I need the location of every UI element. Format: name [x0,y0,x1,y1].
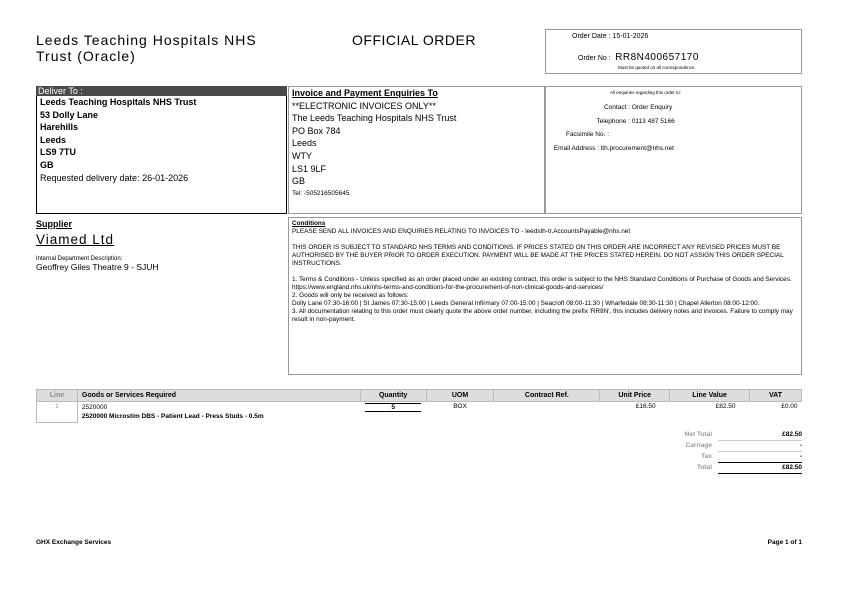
org-line-2: Trust (Oracle) [36,48,136,64]
conditions-p4: https://www.england.nhs.uk/nhs-terms-and-conditions-for-the-procurement-of-non-clinical-goods-and-services/ [292,284,604,291]
row-uom: BOX [453,403,467,410]
row-line-value: £82.50 [715,403,736,410]
order-date-row [572,33,772,40]
supplier-heading: Supplier [36,219,73,229]
row-unit-price: £16.50 [635,403,656,410]
col-contract: Contract Ref. [494,390,600,402]
deliver-line: Leeds [40,134,67,145]
net-total-row [640,430,802,441]
order-no-label: Order No : [578,55,611,62]
tax-label: Tax [701,453,712,460]
order-date: 15-01-2026 [612,33,649,40]
invoice-line: The Leeds Teaching Hospitals NHS Trust [292,113,457,124]
invoice-heading: Invoice and Payment Enquiries To [292,88,438,98]
order-no-row [578,47,798,65]
table-row [37,402,802,423]
items-header-row [37,390,802,402]
row-goods [77,402,360,423]
supplier-name: Viamed Ltd [36,232,115,247]
row-qty [360,402,426,423]
carriage-row [640,441,802,452]
page-number: Page 1 of 1 [767,539,802,546]
row-contract [494,402,600,423]
carriage-label: Carriage [685,442,712,449]
row-line: 1 [37,402,78,423]
invoice-box [288,86,545,214]
contact-row [546,101,803,115]
conditions-p3: 1. Terms & Conditions - Unless specified as an order placed under an existing contract, this order is subject to the NHS Standard Conditions of Purchase of Goods and Services. [292,276,792,283]
deliver-to-heading: Deliver To : [36,86,287,96]
enquiries-note: All enquiries regarding this order to: [610,90,682,95]
col-line-value: Line Value [670,390,750,402]
contact-label: Contact : [603,104,630,111]
net-total-label: Net Total [684,431,712,438]
conditions-box [288,217,802,375]
requested-delivery-date: Requested delivery date: 26-01-2026 [40,172,189,183]
conditions-p6: Dolly Lane 07:30-16:00 | St James 07:30-15:00 | Leeds General Infirmary 07:00-15:00 | Seacroft 08:00-11:30 | Wharfedale 08:30-11:30 | Chapel Allerton 08:00-12:00. [292,300,760,307]
org-line-1: Leeds Teaching Hospitals NHS [36,32,257,48]
total-value: £82.50 [718,463,802,474]
footer-left: GHX Exchange Services [36,539,112,546]
organisation-name [36,32,306,64]
invoice-line: LS1 9LF [292,163,327,174]
fax-label: Facsimile No. : [566,131,609,138]
telephone-row [546,115,803,129]
row-vat: £0.00 [781,403,798,410]
order-number: RR8N400657170 [615,52,699,63]
fax-row [546,128,803,142]
email-value: lth.procurement@nhs.net [600,144,674,152]
total-label: Total [696,464,712,471]
tax-value: - [718,452,802,463]
order-date-label: Order Date : [572,33,611,40]
carriage-value: - [718,441,802,452]
tax-row [640,452,802,463]
deliver-line: 53 Dolly Lane [40,109,99,120]
deliver-line: GB [40,159,54,170]
col-unit-price: Unit Price [600,390,670,402]
dept-label: Internal Department Description: [36,256,123,262]
row-code: 2520000 [81,404,108,411]
invoice-line: **ELECTRONIC INVOICES ONLY** [292,100,436,111]
supplier-section [36,219,287,272]
deliver-to-box [36,96,287,214]
email-row [546,142,803,156]
telephone-label: Telephone : [596,117,630,125]
conditions-heading: Conditions [292,220,326,227]
quote-note: Must be quoted on all correspondence. [618,65,696,70]
col-line: Line [37,390,78,402]
deliver-line: Leeds Teaching Hospitals NHS Trust [40,97,197,107]
row-qty-value: 5 [365,403,421,412]
col-vat: VAT [750,390,802,402]
invoice-line: Leeds [292,138,317,149]
dept-value: Geoffrey Giles Theatre 9 - SJUH [36,262,159,272]
net-total-value: £82.50 [718,430,802,441]
enquiries-box [545,86,802,214]
total-row [640,463,802,474]
order-info-box [545,29,802,74]
conditions-p1: PLEASE SEND ALL INVOICES AND ENQUIRIES RELATING TO INVOICES TO - leedsth-tr.AccountsPayable@nhs.net [292,228,631,235]
items-table [36,389,802,423]
document-title: OFFICIAL ORDER [352,32,476,48]
col-quantity: Quantity [360,390,426,402]
deliver-line: Harehills [40,122,79,133]
email-label: Email Address : [553,144,599,152]
col-uom: UOM [426,390,494,402]
row-desc: 2520000 Microstim DBS - Patient Lead - Press Studs - 0.5m [81,413,264,420]
col-goods: Goods or Services Required [77,390,360,402]
deliver-line: LS9 7TU [40,147,77,158]
conditions-p7: 3. All documentation relating to this order must clearly quote the above order number, including the prefix 'RR8N', this includes delivery notes and invoices. Failure to comply may result in non-payment. [292,308,793,323]
invoice-tel: Tel: -505216505645 [292,189,350,197]
totals-block [640,430,802,474]
invoice-line: GB [292,176,306,187]
invoice-line: WTY [292,150,312,161]
contact-value: Order Enquiry [631,104,673,111]
invoice-line: PO Box 784 [292,125,341,136]
conditions-p5: 2. Goods will only be received as follows: [292,292,409,299]
telephone-value: 0113 487 5166 [631,117,675,125]
conditions-p2: THIS ORDER IS SUBJECT TO STANDARD NHS TERMS AND CONDITIONS. IF PRICES STATED ON THIS ORDER ARE INCORRECT ANY REVISED PRICES MUST BE AUTHORISED BY THE BUYER PRIOR TO ORDER EXECUTION. PAYMENT WILL BE MADE AT THE PRICES STATED HEREIN. DO NOT ASSIGN THIS ORDER SPECIAL INSTRUCTIONS. [292,244,784,267]
